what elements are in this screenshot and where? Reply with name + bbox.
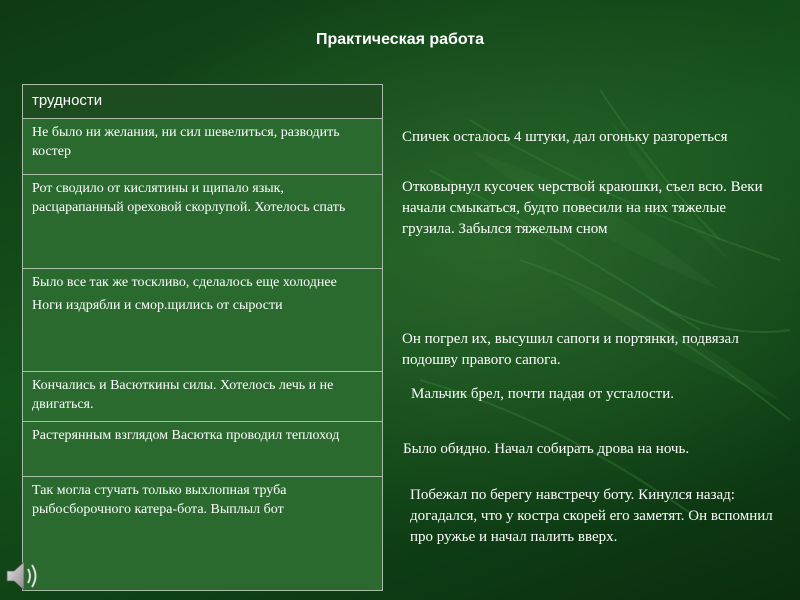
table-row bbox=[23, 268, 382, 371]
answer-text: Было обидно. Начал собирать дрова на ночь. bbox=[403, 441, 690, 457]
answer-text: Спичек осталось 4 штуки, дал огоньку разгореться bbox=[402, 129, 728, 145]
table-row bbox=[23, 118, 382, 174]
speaker-icon[interactable] bbox=[3, 556, 43, 596]
table-cell-text: Так могла стучать только выхлопная труба рыбосборочного катера-бота. Выплыл бот bbox=[32, 483, 287, 517]
table-cell-text: Ноги издрябли и смор.щились от сырости bbox=[32, 298, 283, 313]
table-header-cell bbox=[23, 85, 382, 118]
slide-title: Практическая работа bbox=[315, 31, 485, 48]
answer-text: Отковырнул кусочек черствой краюшки, съел всю. Веки начали смыкаться, будто повесили на них тяжелые грузила. Забылся тяжелым сном bbox=[402, 179, 763, 237]
difficulties-table bbox=[22, 84, 383, 591]
table-header-label: трудности bbox=[32, 92, 103, 109]
table-cell-text: Рот сводило от кислятины и щипало язык, расцарапанный ореховой скорлупой. Хотелось спать bbox=[32, 181, 346, 215]
table-cell-text: Растерянным взглядом Васютка проводил теплоход bbox=[32, 428, 340, 443]
answer-text: Побежал по берегу навстречу боту. Кинулся назад: догадался, что у костра скорей его заметят. Он вспомнил про ружье и начал палить вверх. bbox=[410, 487, 773, 545]
table-row bbox=[23, 371, 382, 421]
table-row bbox=[23, 476, 382, 590]
answer-text: Мальчик брел, почти падая от усталости. bbox=[411, 386, 674, 402]
table-cell-text: Не было ни желания, ни сил шевелиться, разводить костер bbox=[32, 125, 340, 159]
table-cell-text: Было все так же тоскливо, сделалось еще холоднее bbox=[32, 275, 337, 290]
table-row bbox=[23, 174, 382, 268]
table-row bbox=[23, 421, 382, 476]
answer-text: Он погрел их, высушил сапоги и портянки, подвязал подошву правого сапога. bbox=[402, 331, 739, 368]
table-cell-text: Кончались и Васюткины силы. Хотелось лечь и не двигаться. bbox=[32, 378, 334, 412]
